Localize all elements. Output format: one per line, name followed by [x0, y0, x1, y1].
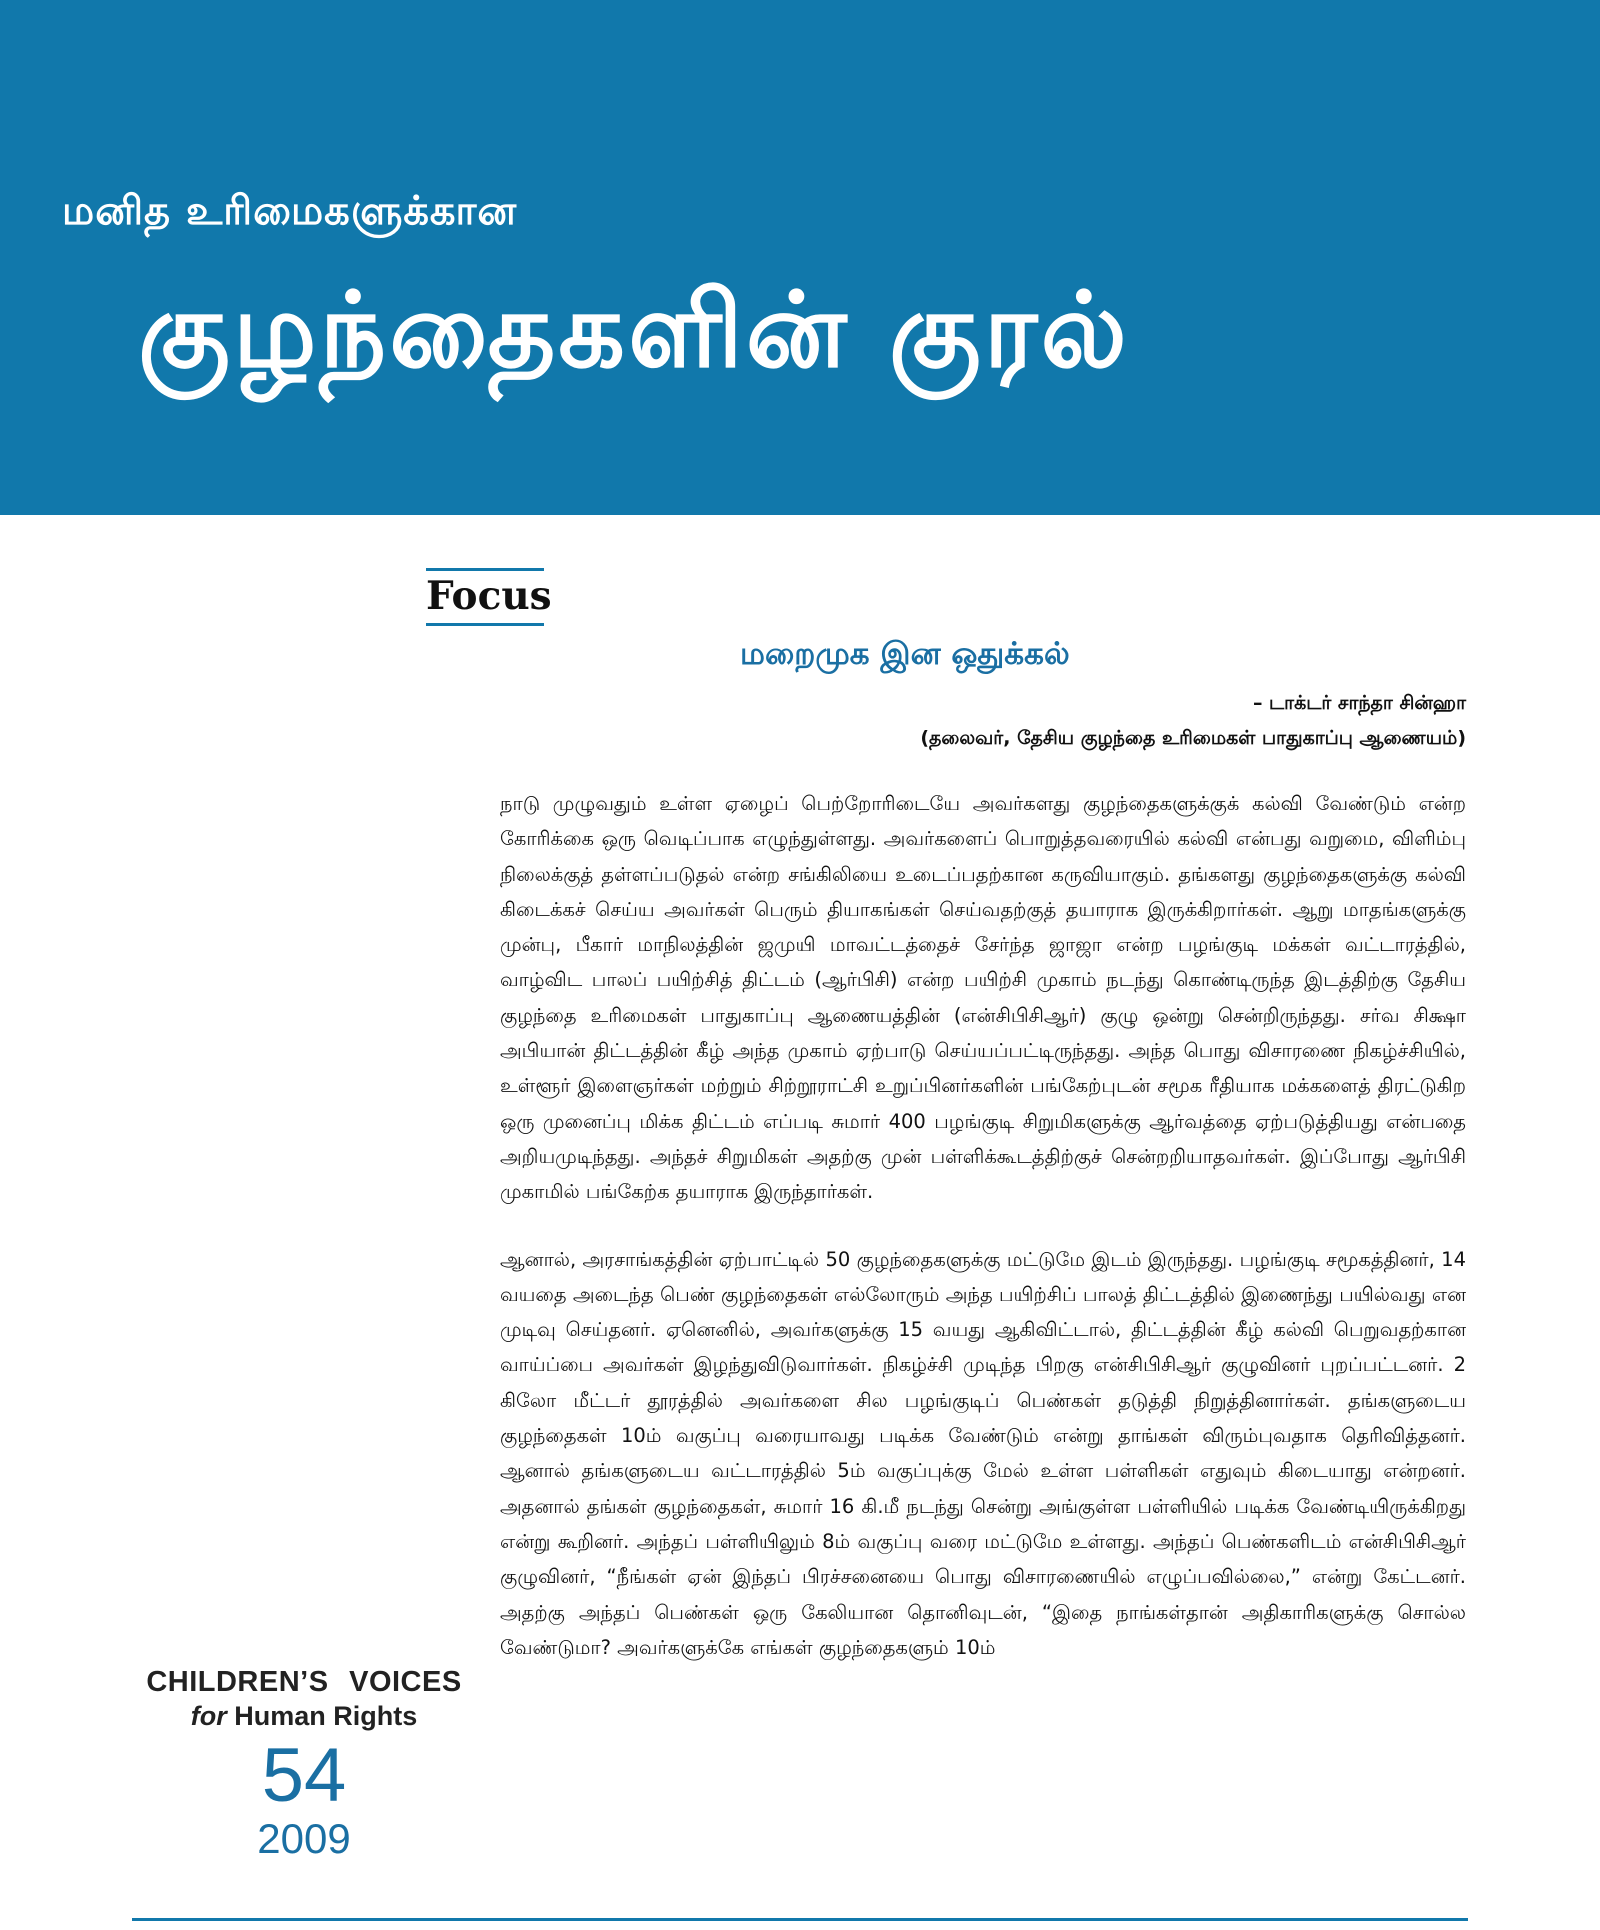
section-label: Focus: [426, 568, 544, 626]
article-author: – டாக்டர் சாந்தா சின்ஹா: [1252, 692, 1466, 714]
author-role: (தலைவர், தேசிய குழந்தை உரிமைகள் பாதுகாப்பு ஆணையம்): [920, 727, 1466, 749]
publication-subtitle-for: for: [190, 1701, 227, 1731]
paragraph: நாடு முழுவதும் உள்ள ஏழைப் பெற்றோரிடையே அவர்களது குழந்தைகளுக்குக் கல்வி வேண்டும் என்ற கோரிக்கை ஒரு வெடிப்பாக எழுந்துள்ளது. அவர்களைப் பொறுத்தவரையில் கல்வி என்பது வறுமை, விளிம்பு நிலைக்குத் தள்ளப்படுதல் என்ற சங்கிலியை உடைப்பதற்கான கருவியாகும். தங்களது குழந்தைகளுக்கு கல்வி கிடைக்கச் செய்ய அவர்கள் பெரும் தியாகங்கள் செய்வதற்குத் தயாராக இருக்கிறார்கள். ஆறு மாதங்களுக்கு முன்பு, பீகார் மாநிலத்தின் ஜமுயி மாவட்டத்தைச் சேர்ந்த ஜாஜா என்ற பழங்குடி மக்கள் வட்டாரத்தில், வாழ்விட பாலப் பயிற்சித் திட்டம் (ஆர்பிசி) என்ற பயிற்சி முகாம் நடந்து கொண்டிருந்த இடத்திற்கு தேசிய குழந்தை உரிமைகள் பாதுகாப்பு ஆணையத்தின் (என்சிபிசிஆர்) குழு ஒன்று சென்றிருந்தது. சர்வ சிக்ஷா அபியான் திட்டத்தின் கீழ் அந்த முகாம் ஏற்பாடு செய்யப்பட்டிருந்தது. அந்த பொது விசாரணை நிகழ்ச்சியில், உள்ளூர் இளைஞர்கள் மற்றும் சிற்றூராட்சி உறுப்பினர்களின் பங்கேற்புடன் சமூக ரீதியாக மக்களைத் திரட்டுகிற ஒரு முனைப்பு மிக்க திட்டம் எப்படி சுமார் 400 பழங்குடி சிறுமிகளுக்கு ஆர்வத்தை ஏற்படுத்தியது என்பதை அறியமுடிந்தது. அந்தச் சிறுமிகள் அதற்கு முன் பள்ளிக்கூடத்திற்குச் சென்றறியாதவர்கள். இப்போது ஆர்பிசி முகாமில் பங்கேற்க தயாராக இருந்தார்கள்.: [500, 792, 1466, 1204]
banner-subtitle: மனித உரிமைகளுக்கான: [62, 188, 518, 234]
footer-divider: [132, 1918, 1468, 1921]
publication-subtitle: [126, 1701, 482, 1732]
publication-subtitle-rest: Human Rights: [234, 1701, 418, 1731]
header-banner: [0, 0, 1600, 515]
publication-title: CHILDREN’S VOICES: [146, 1666, 462, 1698]
banner-title: குழந்தைகளின் குரல்: [138, 269, 1130, 391]
paragraph: ஆனால், அரசாங்கத்தின் ஏற்பாட்டில் 50 குழந்தைகளுக்கு மட்டுமே இடம் இருந்தது. பழங்குடி சமூகத்தினர், 14 வயதை அடைந்த பெண் குழந்தைகள் எல்லோரும் அந்த பயிற்சிப் பாலத் திட்டத்தில் இணைந்து பயில்வது என முடிவு செய்தனர். ஏனெனில், அவர்களுக்கு 15 வயது ஆகிவிட்டால், திட்டத்தின் கீழ் கல்வி பெறுவதற்கான வாய்ப்பை அவர்கள் இழந்துவிடுவார்கள். நிகழ்ச்சி முடிந்த பிறகு என்சிபிசிஆர் குழுவினர் புறப்பட்டனர். 2 கிலோ மீட்டர் தூரத்தில் அவர்களை சில பழங்குடிப் பெண்கள் தடுத்தி நிறுத்தினார்கள். தங்களுடைய குழந்தைகள் 10ம் வகுப்பு வரையாவது படிக்க வேண்டும் என்று தாங்கள் விரும்புவதாக தெரிவித்தனர். ஆனால் தங்களுடைய வட்டாரத்தில் 5ம் வகுப்புக்கு மேல் உள்ள பள்ளிகள் எதுவும் கிடையாது என்றனர். அதனால் தங்கள் குழந்தைகள், சுமார் 16 கி.மீ நடந்து சென்று அங்குள்ள பள்ளியில் படிக்க வேண்டியிருக்கிறது என்று கூறினர். அந்தப் பள்ளியிலும் 8ம் வகுப்பு வரை மட்டுமே உள்ளது. அந்தப் பெண்களிடம் என்சிபிசிஆர் குழுவினர், “நீங்கள் ஏன் இந்தப் பிரச்சனையை பொது விசாரணையில் எழுப்பவில்லை,” என்று கேட்டனர். அதற்கு அந்தப் பெண்கள் ஒரு கேலியான தொனிவுடன், “இதை நாங்கள்தான் அதிகாரிகளுக்கு சொல்ல வேண்டுமா? அவர்களுக்கே எங்கள் குழந்தைகளும் 10ம்: [500, 1247, 1466, 1659]
article-title: மறைமுக இன ஒதுக்கல்: [740, 636, 1070, 672]
issue-number: 54: [261, 1733, 347, 1818]
article-body: [500, 786, 1466, 1665]
publication-info: [126, 1666, 482, 1862]
issue-year: 2009: [257, 1814, 351, 1862]
